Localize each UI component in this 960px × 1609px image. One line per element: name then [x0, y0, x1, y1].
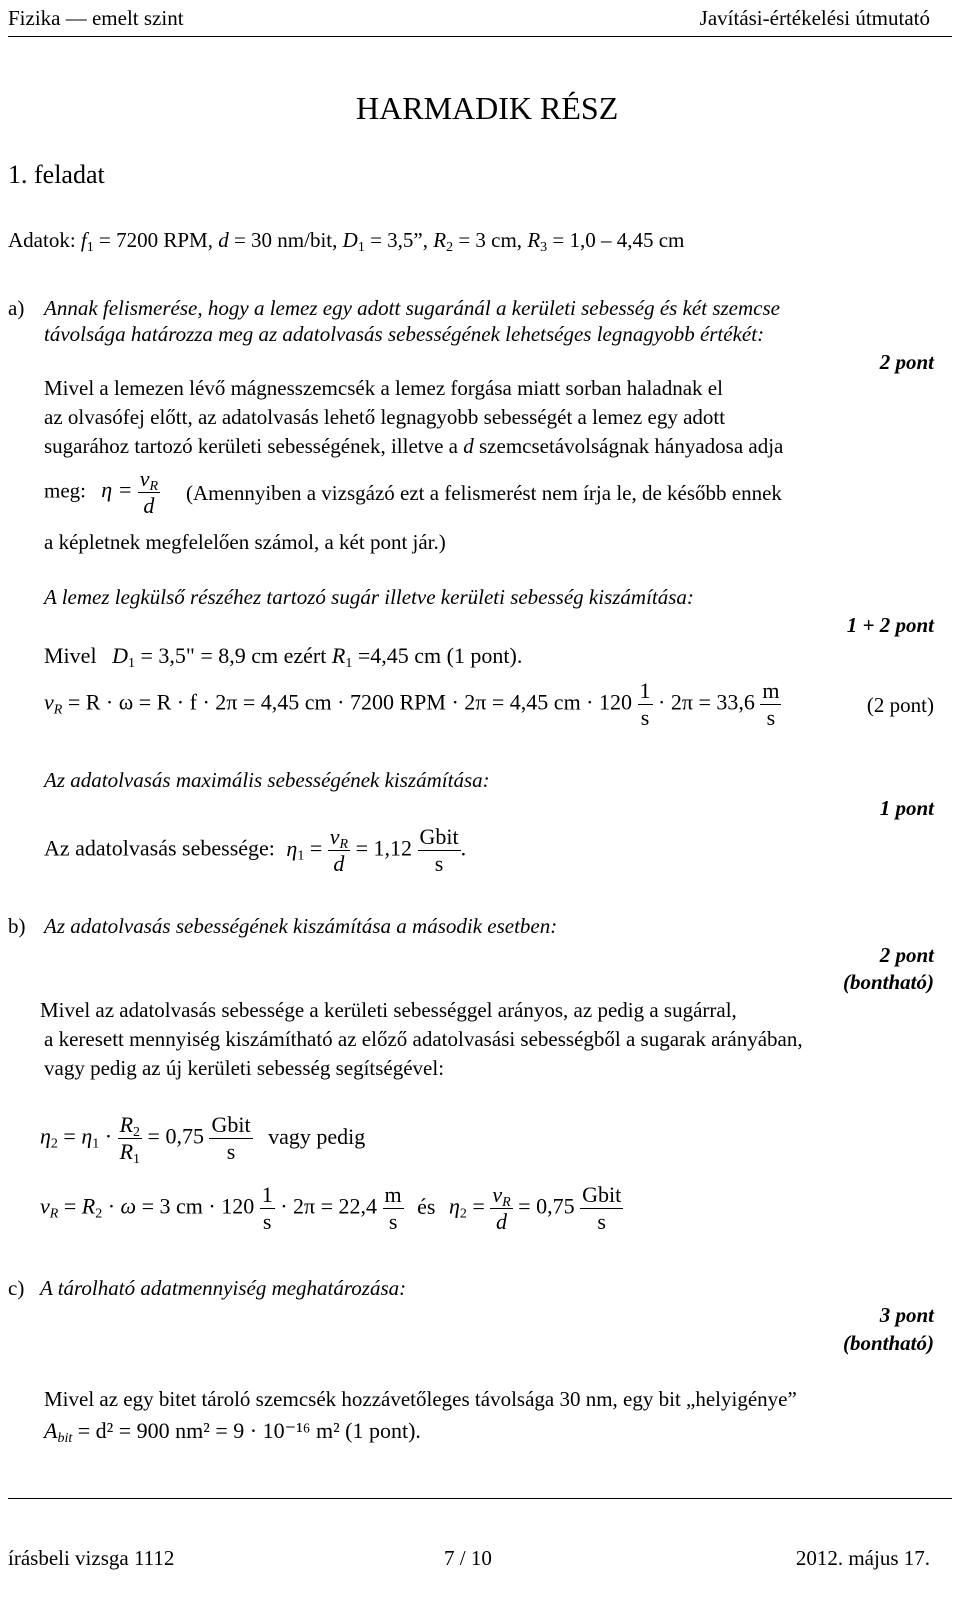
formula-den: d — [143, 493, 155, 518]
gbit: Gbit — [419, 824, 459, 849]
vR2-m-per-s — [383, 1182, 404, 1235]
data-line: Adatok: $f_1 = 7200$ RPM, d = 30 nm/bit, $D_1 = 3,5$”, $R_2 = 3$ cm, $R_3 = 1,0 - 4,45$ cm — [8, 228, 685, 255]
R2-over-R1: $\frac{R_2}{R_1}$ — [119, 1112, 141, 1167]
part-c-line-1: Mivel az egy bitet tároló szemcsék hozzávetőleges távolsága 30 nm, egy bit „helyigénye” — [44, 1387, 797, 1411]
vR2-b: · 2π = 22,4 — [280, 1193, 378, 1219]
speed-line: Az adatolvasás sebessége: $\eta_1$ = $\frac{v_R}{d}$ = 1,12 $\frac{\text{Gbit}}{s}$ . — [44, 824, 467, 876]
vR-calc-a: = R · ω = R · f · 2π = 4,45 cm · 7200 RPM · 2π = 4,45 cm · 120 — [67, 689, 633, 715]
data-R3: = 1,0 – 4,45 cm — [552, 228, 685, 252]
eta2-s: s — [226, 1139, 236, 1164]
vR-one-per-s — [638, 678, 653, 731]
es-label: és — [417, 1193, 436, 1219]
vR2-one-per-s — [260, 1182, 275, 1235]
header-rule — [8, 36, 952, 37]
part-a-points-2: 1 + 2 pont — [846, 613, 934, 637]
eta2b-gbit: Gbit — [582, 1182, 622, 1207]
vR2-s2: s — [388, 1209, 398, 1234]
footer-rule — [8, 1498, 952, 1499]
eta2-gbit: Gbit — [211, 1112, 251, 1137]
mivel-label: Mivel — [44, 643, 97, 668]
part-b-marker: b) — [8, 914, 26, 938]
part-c-heading: A tárolható adatmennyiség meghatározása: — [40, 1276, 407, 1300]
vR-s2: s — [766, 705, 776, 730]
vR2-a: = 3 cm · 120 — [141, 1193, 255, 1219]
part-a-body-5: a képletnek megfelelően számol, a két pont jár.) — [44, 530, 446, 554]
vR-m: m — [762, 678, 780, 703]
body-3-a: sugarához tartozó kerületi sebességének, illetve a — [44, 434, 458, 458]
D1-equation: = 3,5" = 8,9 cm ezért — [140, 643, 327, 668]
vR-one: 1 — [639, 678, 651, 703]
part-a-marker: a) — [8, 296, 25, 320]
data-R2: = 3 cm, — [458, 228, 523, 252]
R1-equation: =4,45 cm (1 pont). — [357, 643, 523, 668]
formula-num-sub: R — [149, 479, 159, 494]
part-c-bonthato: (bontható) — [842, 1331, 934, 1355]
data-label: Adatok: — [8, 228, 76, 252]
eta2-value-2: = 0,75 — [518, 1193, 575, 1219]
body-3-d: d — [463, 434, 474, 458]
speed-label: Az adatolvasás sebessége: — [44, 835, 275, 861]
eta2-value: = 0,75 — [147, 1123, 204, 1149]
part-a-body-2: az olvasófej előtt, az adatolvasás lehető legnagyobb sebességét a lemez egy adott — [44, 405, 726, 429]
gbit-per-s — [418, 824, 461, 877]
vR-pont: (2 pont) — [866, 693, 934, 717]
part-a-points-1: 2 pont — [879, 350, 934, 374]
formula-num: v — [139, 466, 150, 491]
vR-calc-b: · 2π = 33,6 — [658, 689, 755, 715]
vR-over-d: $\frac{v_R}{d}$ — [492, 1182, 511, 1234]
vR-calc-line: $v_R = R \cdot \omega = R \cdot f \cdot 2\pi = 4,45$ cm · 7200 RPM · 2π = 4,45 cm · 120 $\frac{1}{s}$ · 2π = 33,6 $\frac{m}{s}$ — [44, 678, 780, 730]
vR2-m: m — [384, 1182, 402, 1207]
eta2-line: $\eta_2 = \eta_1$ · $\frac{R_2}{R_1}$ = 0,75 $\frac{\text{Gbit}}{s}$ vagy pedig — [40, 1112, 366, 1167]
data-D1: = 3,5”, — [370, 228, 428, 252]
vR2-one: 1 — [261, 1182, 273, 1207]
part-b-points: 2 pont — [879, 943, 934, 967]
part-a-points-3: 1 pont — [879, 796, 934, 820]
part-a-heading-2: távolsága határozza meg az adatolvasás sebességének lehetséges legnagyobb értékét: — [44, 322, 765, 346]
eta1-value: = 1,12 — [355, 835, 413, 861]
speed-fraction: $\frac{v_R}{d}$ — [329, 824, 349, 876]
section-title: HARMADIK RÉSZ — [356, 90, 619, 126]
part-b-line-2: a keresett mennyiség kiszámítható az előző adatolvasási sebességből a sugarak arányában, — [44, 1027, 803, 1051]
part-a-heading-2b: A lemez legkülső részéhez tartozó sugár illetve kerületi sebesség kiszámítása: — [44, 585, 694, 609]
abit-line: $A_{bit} = d^2 = 900$ nm² = 9 · 10⁻¹⁶ m² (1 pont). — [44, 1418, 421, 1446]
mivel-D1-line: Mivel $D_1 = 3,5$" = 8,9 cm ezért $R_1 =4,45$ cm (1 pont). — [44, 643, 523, 671]
formula-eta-line — [44, 466, 160, 519]
body-3-b: szemcsetávolságnak hányadosa adja — [479, 434, 784, 458]
part-a-body-3 — [44, 434, 783, 458]
part-b-line-1: Mivel az adatolvasás sebessége a kerületi sebességgel arányos, az pedig a sugárral, — [40, 998, 737, 1022]
header-left: Fizika — emelt szint — [8, 6, 184, 30]
part-a-body-1: Mivel a lemezen lévő mágnesszemcsék a lemez forgása miatt sorban haladnak el — [44, 376, 723, 400]
vR2-s: s — [262, 1209, 272, 1234]
formula-eta: η = — [101, 477, 133, 503]
part-a-heading-3: Az adatolvasás maximális sebességének kiszámítása: — [44, 768, 490, 792]
vR-s: s — [640, 705, 650, 730]
task-title: 1. feladat — [8, 160, 105, 189]
part-b-line-3: vagy pedig az új kerületi sebesség segítségével: — [44, 1056, 445, 1080]
formula-fraction — [138, 466, 160, 519]
part-b-bonthato: (bontható) — [842, 970, 934, 994]
vR-m-per-s — [760, 678, 781, 731]
dot: . — [460, 835, 467, 861]
part-c-marker: c) — [8, 1276, 25, 1300]
meg-label: meg: — [44, 478, 86, 503]
data-d: = 30 nm/bit, — [233, 228, 338, 252]
part-c-points: 3 pont — [879, 1303, 934, 1327]
eta2-unit — [209, 1112, 252, 1165]
footer-center: 7 / 10 — [444, 1546, 492, 1570]
eta2b-unit — [580, 1182, 623, 1235]
gbit-s: s — [434, 851, 444, 876]
vR2-line: $v_R = R_2 \cdot \omega = 3$ cm · 120 $\frac{1}{s}$ · 2π = 22,4 $\frac{m}{s}$ és $\eta_2$ = $\frac{v_R}{d}$ = 0,75 $\frac{\text{Gbit}}{s}$ — [40, 1182, 622, 1234]
footer-left: írásbeli vizsga 1112 — [8, 1546, 175, 1570]
eta2b-s: s — [597, 1209, 606, 1234]
header-right: Javítási-értékelési útmutató — [699, 6, 930, 30]
part-a-heading-1: Annak felismerése, hogy a lemez egy adott sugaránál a kerületi sebesség és két szemcse — [44, 296, 780, 320]
part-b-heading: Az adatolvasás sebességének kiszámítása a második esetben: — [44, 914, 558, 938]
data-f1: = 7200 RPM, — [99, 228, 213, 252]
vagy-pedig: vagy pedig — [268, 1123, 366, 1149]
abit-equation: = d² = 900 nm² = 9 · 10⁻¹⁶ m² (1 pont). — [77, 1418, 421, 1443]
paren-note: (Amennyiben a vizsgázó ezt a felismerést nem írja le, de később ennek — [186, 481, 782, 505]
footer-right: 2012. május 17. — [795, 1546, 930, 1570]
